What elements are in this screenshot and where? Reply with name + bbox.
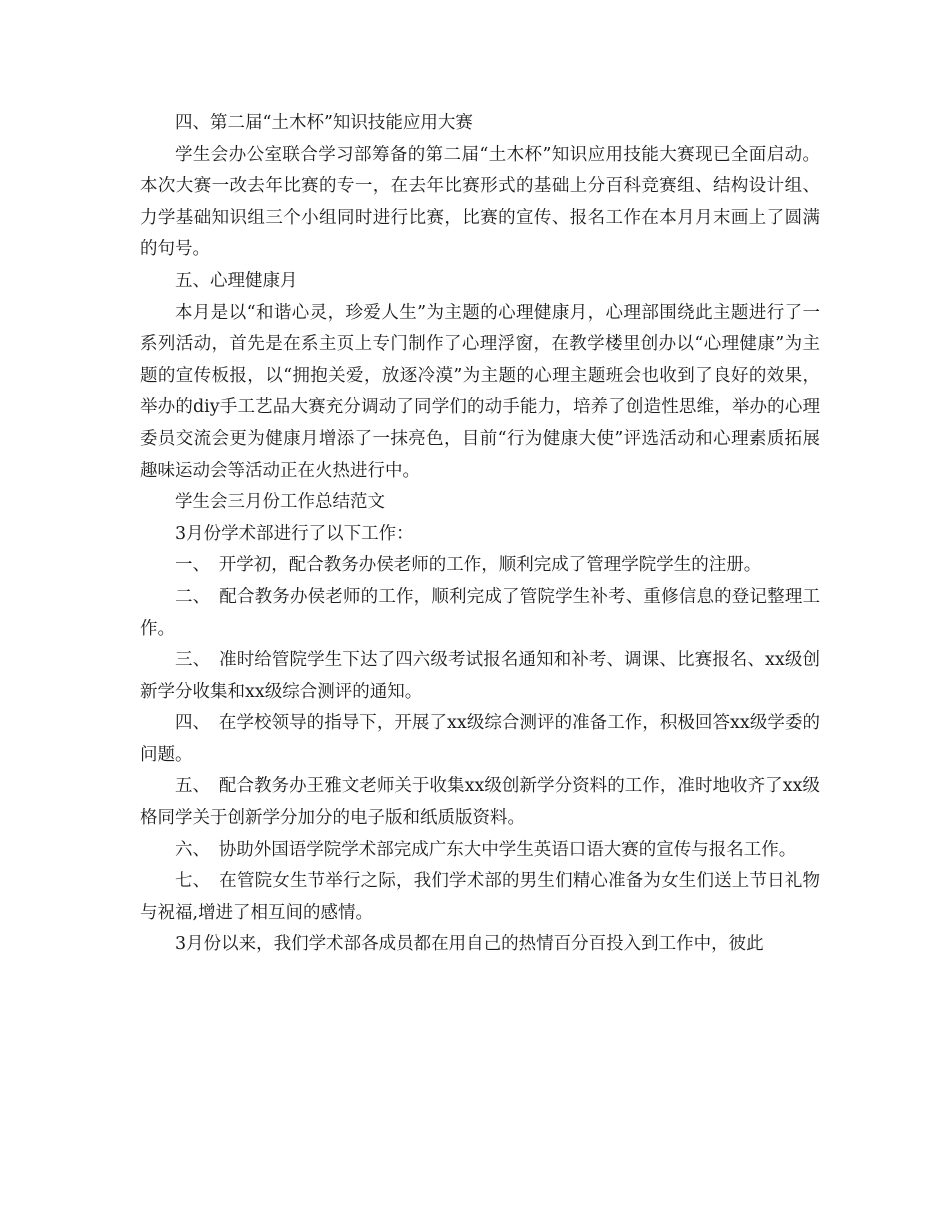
section-heading-5: 五、心理健康月 <box>175 270 298 291</box>
list-item: 六、 协助外国语学院学术部完成广东大中学生英语口语大赛的宣传与报名工作。 <box>175 839 797 860</box>
list-item: 五、 配合教务办王雅文老师关于收集xx级创新学分资料的工作，准时地收齐了xx级格同学关于创新学分加分的电子版和纸质版资料。 <box>140 776 820 829</box>
list-item: 二、 配合教务办侯老师的工作，顺利完成了管院学生补考、重修信息的登记整理工作。 <box>140 586 820 639</box>
section-heading-4: 四、第二届“土木杯”知识技能应用大赛 <box>175 113 473 133</box>
paragraph: 学生会办公室联合学习部筹备的第二届“土木杯”知识应用技能大赛现已全面启动。本次大赛一改去年比赛的专一，在去年比赛形式的基础上分百科竞赛组、结构设计组、力学基础知识组三个小组同时进行比赛，比赛的宣传、报名工作在本月月末画上了圆满的句号。 <box>140 144 820 260</box>
paragraph: 3月份学术部进行了以下工作： <box>175 523 414 544</box>
list-item: 一、 开学初，配合教务办侯老师的工作，顺利完成了管理学院学生的注册。 <box>175 555 762 576</box>
list-item: 三、 准时给管院学生下达了四六级考试报名通知和补考、调课、比赛报名、xx级创新学分收集和xx级综合测评的通知。 <box>140 650 820 702</box>
paragraph: 本月是以“和谐心灵，珍爱人生”为主题的心理健康月，心理部围绕此主题进行了一系列活动，首先是在系主页上专门制作了心理浮窗，在教学楼里创办以“心理健康”为主题的宣传板报，以“拥抱关爱，放逐冷漠”为主题的心理主题班会也收到了良好的效果，举办的diy手工艺品大赛充分调动了同学们的动手能力，培养了创造性思维，举办的心理委员交流会更为健康月增添了一抹亮色，目前“行为健康大使”评选活动和心理素质拓展趣味运动会等活动正在火热进行中。 <box>140 302 820 481</box>
paragraph: 3月份以来，我们学术部各成员都在用自己的热情百分百投入到工作中，彼此 <box>175 934 764 955</box>
document-body <box>140 108 820 961</box>
document-subtitle: 学生会三月份工作总结范文 <box>175 492 385 513</box>
list-item: 四、 在学校领导的指导下，开展了xx级综合测评的准备工作，积极回答xx级学委的问题。 <box>140 713 820 765</box>
list-item: 七、 在管院女生节举行之际，我们学术部的男生们精心准备为女生们送上节日礼物与祝福,增进了相互间的感情。 <box>140 871 820 923</box>
